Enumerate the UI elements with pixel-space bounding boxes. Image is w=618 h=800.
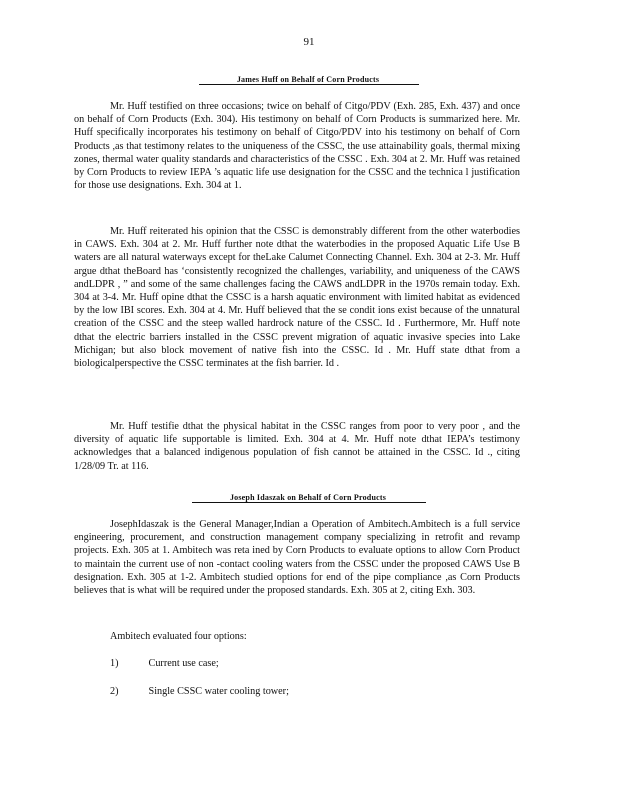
- paragraph: Mr. Huff reiterated his opinion that the CSSC is demonstrably different from the other waterbodies in CAWS. Exh. 304 at 2. Mr. Huff further note dthat the waterbodies in the proposed Aquatic Life Use B waters are all natural waterways except for theLake Calumet Connecting Channel. Exh. 304 at 2-3. Mr. Huff argue dthat theBoard has ‘consistently recognized the challenges, variability, and uniqueness of the CAWS andLDPR , ” and some of the same challenges facing the CAWS andLDPR in the 1970s remain today. Exh. 304 at 3-4. Mr. Huff opine dthat the CSSC is a harsh aquatic environment with limited habitat as evidenced by the low IBI scores. Exh. 304 at 4. Mr. Huff believed that the se condit ions exist because of the unnatural creation of the CSSC and the steep walled hardrock nature of the CSSC. Id . Furthermore, Mr. Huff note dthat the electric barriers installed in the CSSC prevent migration of aquatic invasive species into Lake Michigan; but also block movement of native fish into the CSSC. Id . Mr. Huff state dthat from a biologicalperspective the CSSC terminates at the fish barrier. Id .: [74, 226, 520, 370]
- paragraph: Mr. Huff testifie dthat the physical habitat in the CSSC ranges from poor to very poor , and the diversity of aquatic life supportable is limited. Exh. 304 at 4. Mr. Huff note dthat IEPA’s testimony acknowledges that a balanced indigenous population of fish cannot be attained in the CSSC. Id ., citing 1/28/09 Tr. at 116.: [74, 421, 520, 472]
- section-heading-text: Joseph Idaszak on Behalf of Corn Products: [192, 493, 426, 503]
- paragraph: Mr. Huff testified on three occasions; twice on behalf of Citgo/PDV (Exh. 285, Exh. 437) and once on behalf of Corn Products (Exh. 304). His testimony on behalf of Corn Products is summarized here. Mr. Huff specifically incorporates his testimony on behalf of Citgo/PDV into his testimony on behalf of Corn Products ,as that testimony relates to the uniqueness of the CSSC, the use attainability goals, thermal mixing zones, thermal water quality standards and characteristics of the CSSC . Exh. 304 at 2. Mr. Huff was retained by Corn Products to review IEPA ’s aquatic life use designation for the CSSC and the technica l justification for those use designations. Exh. 304 at 1.: [74, 101, 520, 192]
- list-item: [110, 685, 289, 698]
- list-text: Current use case;: [148, 658, 219, 669]
- section-heading-idaszak: [0, 493, 618, 503]
- section-heading-huff: [0, 75, 618, 85]
- list-text: Single CSSC water cooling tower;: [148, 686, 289, 697]
- list-number: 1): [110, 658, 119, 669]
- section-heading-text: James Huff on Behalf of Corn Products: [199, 75, 419, 85]
- page-number: 91: [303, 36, 315, 48]
- options-intro: Ambitech evaluated four options:: [110, 631, 247, 642]
- list-number: 2): [110, 686, 119, 697]
- list-item: [110, 657, 219, 670]
- paragraph: JosephIdaszak is the General Manager,Indian a Operation of Ambitech.Ambitech is a full service engineering, procurement, and construction management company specializing in retrofit and revamp projects. Exh. 305 at 1. Ambitech was reta ined by Corn Products to evaluate options to allow Corn Product to maintain the current use of non -contact cooling waters from the CSSC under the proposed CAWS Use B designation. Exh. 305 at 1-2. Ambitech studied options for end of the pipe compliance ,as Corn Products believes that is what will be required under the proposed standards. Exh. 305 at 2, citing Exh. 303.: [74, 519, 520, 597]
